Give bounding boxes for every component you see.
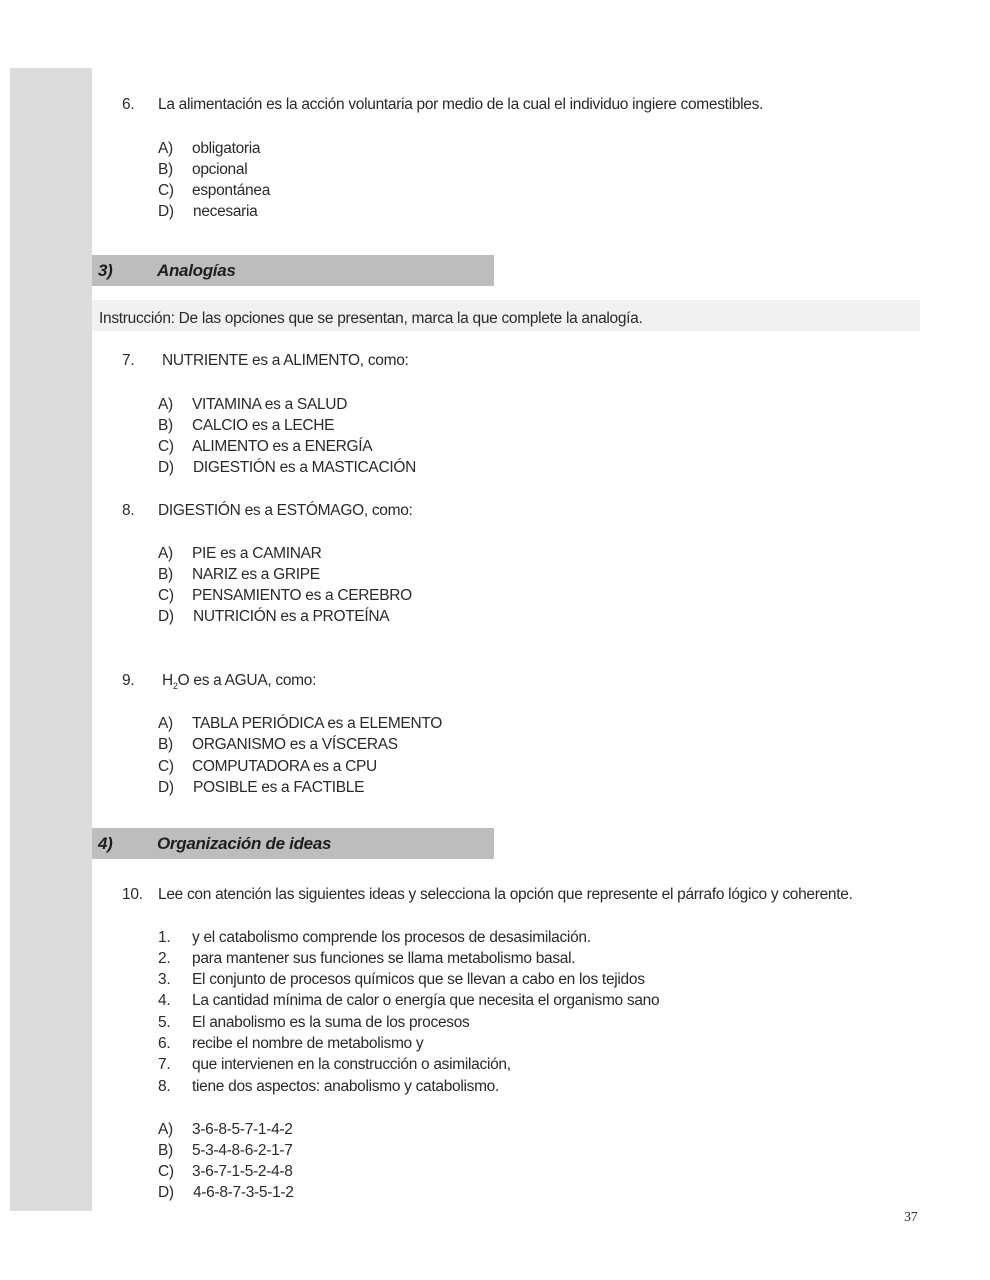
idea-number: 4. [158, 992, 171, 1009]
option-letter: A) [158, 715, 173, 732]
option-letter: A) [158, 1121, 173, 1138]
option-text: CALCIO es a LECHE [192, 417, 335, 434]
option-text: DIGESTIÓN es a MASTICACIÓN [193, 459, 417, 476]
section-number: 4) [98, 834, 113, 853]
option-letter: A) [158, 140, 173, 157]
option-text: 3-6-7-1-5-2-4-8 [192, 1163, 293, 1180]
idea-number: 6. [158, 1035, 171, 1052]
idea-text: y el catabolismo comprende los procesos de desasimilación. [192, 929, 591, 946]
option-text: obligatoria [192, 140, 261, 157]
option-letter: B) [158, 566, 173, 583]
instruction-box [92, 300, 920, 331]
idea-number: 1. [158, 929, 171, 946]
question-number: 8. [122, 502, 135, 519]
option-text: PIE es a CAMINAR [192, 545, 322, 562]
option-letter: C) [158, 438, 174, 455]
option-text: ORGANISMO es a VÍSCERAS [192, 736, 398, 753]
option-text: 5-3-4-8-6-2-1-7 [192, 1142, 293, 1159]
option-text: opcional [192, 161, 248, 178]
option-letter: C) [158, 182, 174, 199]
idea-text: para mantener sus funciones se llama metabolismo basal. [192, 950, 576, 967]
question-text: La alimentación es la acción voluntaria por medio de la cual el individuo ingiere comestibles. [158, 96, 764, 113]
option-text: necesaria [193, 203, 258, 220]
idea-text: recibe el nombre de metabolismo y [192, 1035, 424, 1052]
idea-number: 5. [158, 1014, 171, 1031]
formula-subscript: 2 [172, 681, 178, 691]
question-number: 7. [122, 352, 135, 369]
question-number: 6. [122, 96, 135, 113]
option-letter: D) [158, 1184, 174, 1201]
option-text: 3-6-8-5-7-1-4-2 [192, 1121, 293, 1138]
option-text: POSIBLE es a FACTIBLE [193, 779, 365, 796]
section-header-analogias [92, 255, 494, 286]
idea-number: 7. [158, 1056, 171, 1073]
formula-h: H [162, 672, 173, 689]
idea-text: tiene dos aspectos: anabolismo y catabolismo. [192, 1078, 500, 1095]
question-text: Lee con atención las siguientes ideas y selecciona la opción que represente el párrafo lógico y coherente. [158, 886, 853, 903]
question-text: NUTRIENTE es a ALIMENTO, como: [162, 352, 409, 369]
option-text: 4-6-8-7-3-5-1-2 [193, 1184, 294, 1201]
option-letter: B) [158, 161, 173, 178]
option-letter: D) [158, 203, 174, 220]
idea-text: La cantidad mínima de calor o energía que necesita el organismo sano [192, 992, 660, 1009]
idea-number: 8. [158, 1078, 171, 1095]
option-letter: B) [158, 736, 173, 753]
idea-number: 2. [158, 950, 171, 967]
option-text: NUTRICIÓN es a PROTEÍNA [193, 608, 390, 625]
section-number: 3) [98, 261, 113, 280]
idea-text: que intervienen en la construcción o asimilación, [192, 1056, 511, 1073]
idea-number: 3. [158, 971, 171, 988]
option-letter: B) [158, 1142, 173, 1159]
instruction-text: Instrucción: De las opciones que se presentan, marca la que complete la analogía. [99, 310, 643, 327]
option-text: ALIMENTO es a ENERGÍA [192, 438, 373, 455]
option-letter: D) [158, 459, 174, 476]
option-letter: C) [158, 1163, 174, 1180]
option-text: espontánea [192, 182, 271, 199]
option-text: VITAMINA es a SALUD [192, 396, 348, 413]
option-text: COMPUTADORA es a CPU [192, 758, 377, 775]
idea-text: El anabolismo es la suma de los procesos [192, 1014, 470, 1031]
option-letter: B) [158, 417, 173, 434]
option-text: TABLA PERIÓDICA es a ELEMENTO [192, 715, 443, 732]
question-number: 9. [122, 672, 135, 689]
question-text-rest: O es a AGUA, como: [177, 672, 317, 689]
option-letter: C) [158, 758, 174, 775]
option-text: NARIZ es a GRIPE [192, 566, 320, 583]
idea-text: El conjunto de procesos químicos que se llevan a cabo en los tejidos [192, 971, 645, 988]
option-letter: A) [158, 545, 173, 562]
option-letter: D) [158, 608, 174, 625]
question-text [162, 671, 316, 696]
section-header-organizacion [92, 828, 494, 859]
question-number: 10. [122, 886, 143, 903]
option-text: PENSAMIENTO es a CEREBRO [192, 587, 412, 604]
option-letter: D) [158, 779, 174, 796]
page-number: 37 [904, 1210, 918, 1225]
option-letter: C) [158, 587, 174, 604]
section-title: Analogías [157, 261, 236, 280]
section-title: Organización de ideas [157, 834, 332, 853]
option-letter: A) [158, 396, 173, 413]
question-text: DIGESTIÓN es a ESTÓMAGO, como: [158, 502, 413, 519]
